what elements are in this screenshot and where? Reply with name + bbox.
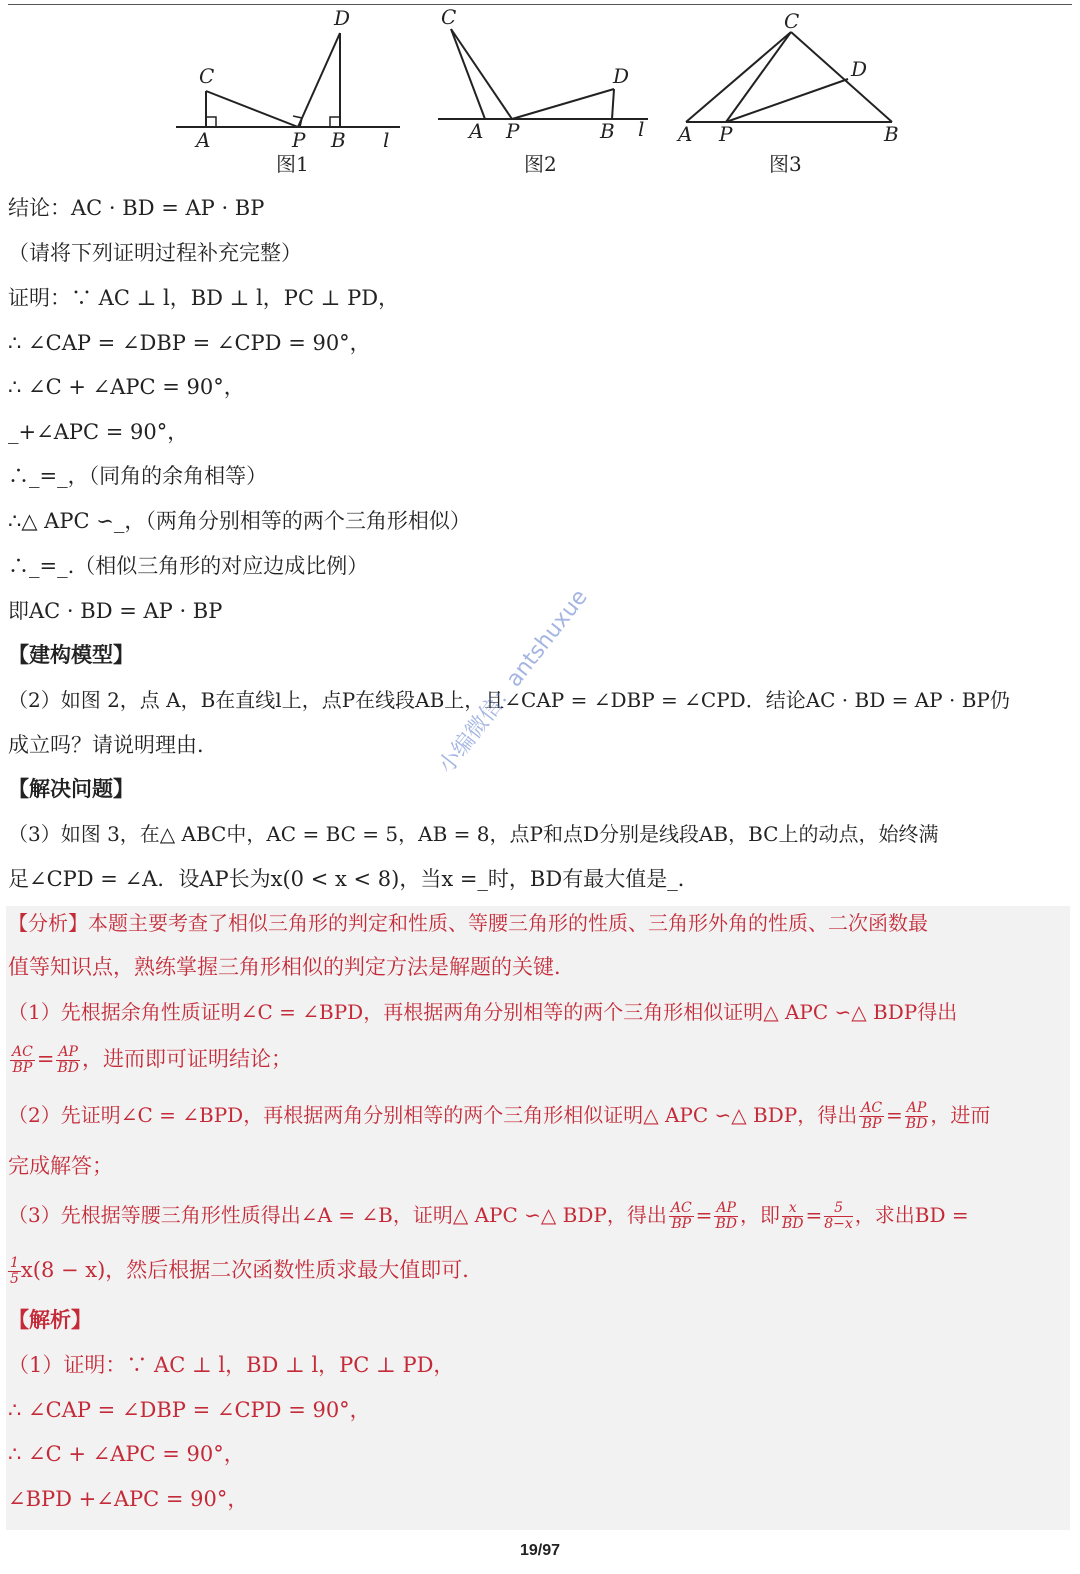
instruction-line: （请将下列证明过程补充完整）: [8, 241, 302, 265]
fig3-label-B: B: [884, 122, 899, 146]
fraction-ac-bp: $\frac{AC}{BP}$: [12, 1044, 33, 1076]
question-2-line-1: （2）如图 2，点 A，B在直线l上，点P在线段AB上，且∠CAP = ∠DBP = ∠CPD．结论AC · BD = AP · BP仍: [8, 688, 1010, 712]
fig3-label-A: A: [678, 122, 693, 146]
solution-line-3: ∴ ∠C + ∠APC = 90°，: [8, 1442, 245, 1466]
analysis-line-6: 完成解答；: [8, 1154, 113, 1178]
fig3-caption: 图3: [769, 152, 802, 176]
section-heading-solve-problem: 【解决问题】: [8, 776, 134, 801]
fig1-label-l: l: [383, 128, 390, 152]
question-3-line-1: （3）如图 3，在△ ABC中，AC = BC = 5，AB = 8，点P和点D分别是线段AB，BC上的动点，始终满: [8, 822, 939, 846]
fraction-ap-bd: $\frac{AP}{BD}$: [57, 1044, 79, 1076]
question-3-line-2: 足∠CPD = ∠A．设AP长为x(0 < x < 8)，当x =_时，BD有最大值是_．: [8, 867, 699, 891]
fraction-ac-bp-2: $\frac{AC}{BP}$: [861, 1100, 883, 1132]
fraction-ap-bd-3: $\frac{AP}{BD}$: [715, 1200, 737, 1232]
fig1-label-B: B: [331, 128, 346, 152]
analysis-line-5: （2）先证明∠C = ∠BPD，再根据两角分别相等的两个三角形相似证明△ APC ∽△ BDP，得出 $\frac{AC}{BP}$ = $\frac{AP}{BD}$ ，进而: [8, 1100, 991, 1132]
fig2-label-l: l: [638, 117, 645, 141]
fig1-label-C: C: [199, 64, 215, 88]
analysis-line-7: （3）先根据等腰三角形性质得出∠A = ∠B，证明△ APC ∽△ BDP，得出 $\frac{AC}{BP}$ = $\frac{AP}{BD}$ ，即 $\frac{x}{BD}$ = $\frac{5}{8-x}$ ，求出BD =: [8, 1200, 969, 1232]
proof-line-1: 证明：∵ AC ⊥ l，BD ⊥ l，PC ⊥ PD，: [8, 286, 400, 310]
section-heading-build-model: 【建构模型】: [8, 642, 134, 667]
analysis-line-4: $\frac{AC}{BP}$ = $\frac{AP}{BD}$ ，进而即可证明结论；: [12, 1044, 292, 1076]
fig2-label-C: C: [441, 5, 457, 29]
geometry-figures: [0, 0, 1080, 185]
fraction-x-bd: $\frac{x}{BD}$: [781, 1200, 804, 1232]
fig1-caption: 图1: [276, 152, 309, 176]
proof-line-3: ∴ ∠C + ∠APC = 90°，: [8, 375, 245, 399]
proof-line-7: ∴_=_.（相似三角形的对应边成比例）: [8, 554, 369, 578]
page-number: 19/97: [519, 1542, 561, 1559]
fig2-caption: 图2: [524, 152, 557, 176]
proof-line-2: ∴ ∠CAP = ∠DBP = ∠CPD = 90°，: [8, 331, 371, 355]
solution-line-2: ∴ ∠CAP = ∠DBP = ∠CPD = 90°，: [8, 1398, 371, 1422]
fig2-label-A: A: [469, 119, 484, 143]
analysis-line-2: 值等知识点，熟练掌握三角形相似的判定方法是解题的关键．: [8, 955, 575, 979]
question-2-line-2: 成立吗？请说明理由．: [8, 733, 218, 757]
fig2-label-P: P: [506, 119, 520, 143]
fig2-label-D: D: [613, 64, 630, 88]
proof-line-6: ∴△ APC ∽_，（两角分别相等的两个三角形相似）: [8, 509, 471, 533]
solution-line-1: （1）证明：∵ AC ⊥ l，BD ⊥ l，PC ⊥ PD，: [8, 1353, 455, 1377]
fig3-label-D: D: [851, 57, 868, 81]
analysis-line-8: $\frac{1}{5}$ x(8 − x)，然后根据二次函数性质求最大值即可．: [10, 1255, 484, 1287]
fig1-label-P: P: [292, 128, 306, 152]
analysis-line-1: 【分析】本题主要考查了相似三角形的判定和性质、等腰三角形的性质、三角形外角的性质、二次函数最: [8, 911, 928, 935]
fig1-label-D: D: [334, 6, 351, 30]
fraction-ac-bp-3: $\frac{AC}{BP}$: [670, 1200, 692, 1232]
proof-line-8: 即AC · BD = AP · BP: [8, 599, 223, 623]
fig2-label-B: B: [600, 119, 615, 143]
fraction-ap-bd-2: $\frac{AP}{BD}$: [905, 1100, 928, 1132]
solution-line-4: ∠BPD +∠APC = 90°，: [8, 1487, 249, 1511]
fraction-1-5: $\frac{1}{5}$: [10, 1255, 19, 1287]
fig3-label-P: P: [719, 122, 733, 146]
proof-line-4: _+∠APC = 90°，: [8, 420, 189, 444]
conclusion-line: 结论：AC · BD = AP · BP: [8, 196, 265, 220]
solution-heading: 【解析】: [8, 1307, 92, 1332]
watermark-text: 小编微信：antshuxue: [433, 585, 593, 779]
proof-line-5: ∴_=_，（同角的余角相等）: [8, 464, 268, 488]
fraction-5-8minusx: $\frac{5}{8-x}$: [824, 1200, 853, 1232]
fig3-label-C: C: [784, 9, 800, 33]
fig1-label-A: A: [196, 128, 211, 152]
analysis-line-3: （1）先根据余角性质证明∠C = ∠BPD，再根据两角分别相等的两个三角形相似证明△ APC ∽△ BDP得出: [8, 1000, 958, 1024]
